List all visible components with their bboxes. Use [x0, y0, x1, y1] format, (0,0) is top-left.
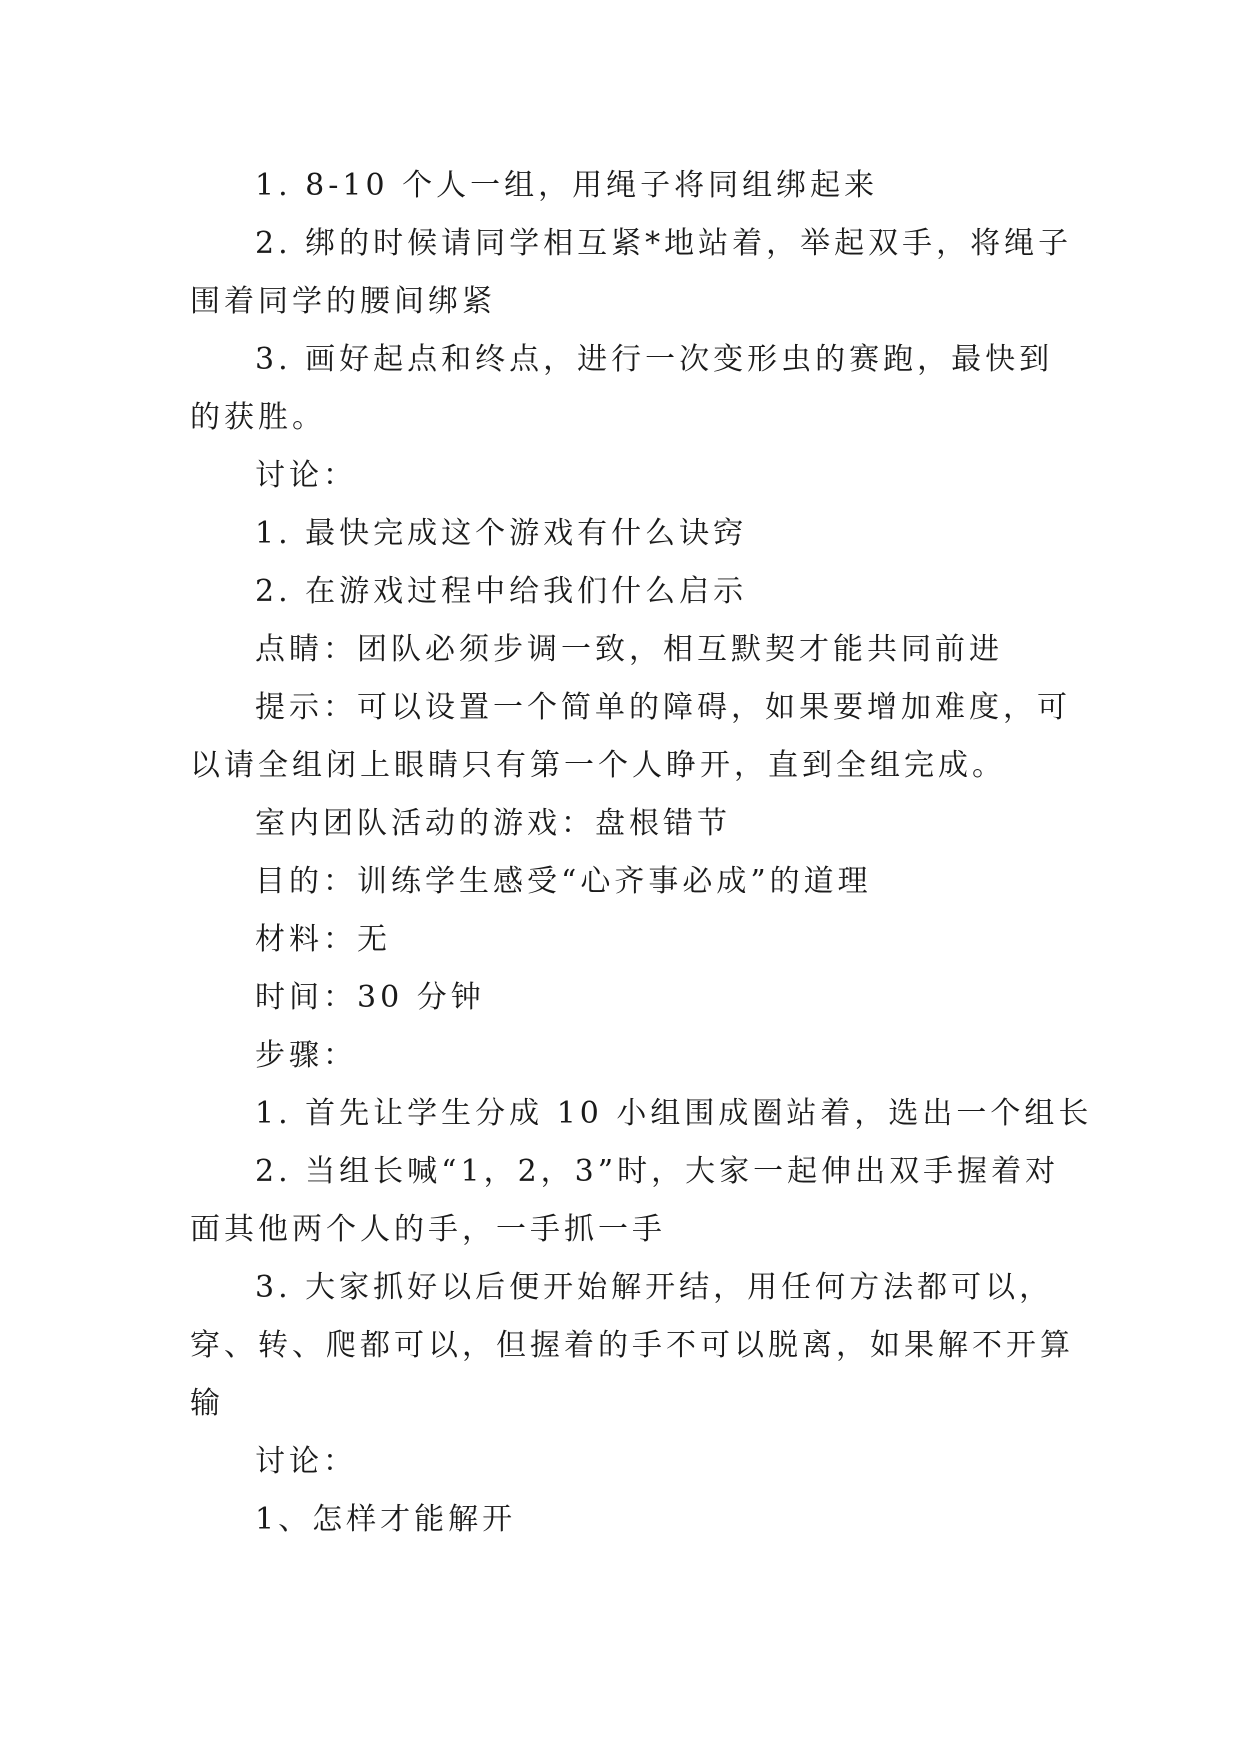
text-line: 输: [190, 1386, 224, 1421]
text-line: 材料：无: [255, 922, 391, 957]
text-line: 围着同学的腰间绑紧: [190, 284, 496, 319]
text-line: 1. 首先让学生分成 10 小组围成圈站着，选出一个组长: [255, 1096, 1093, 1131]
text-line: 以请全组闭上眼睛只有第一个人睁开，直到全组完成。: [190, 748, 1006, 783]
text-line: 的获胜。: [190, 400, 326, 435]
text-line: 2. 绑的时候请同学相互紧*地站着，举起双手，将绳子: [255, 226, 1073, 261]
text-line: 讨论：: [255, 1444, 357, 1479]
text-line: 穿、转、爬都可以，但握着的手不可以脱离，如果解不开算: [190, 1328, 1074, 1363]
text-line: 提示：可以设置一个简单的障碍，如果要增加难度，可: [255, 690, 1071, 725]
text-line: 1. 8-10 个人一组，用绳子将同组绑起来: [255, 168, 879, 203]
text-line: 2. 当组长喊“1，2，3”时，大家一起伸出双手握着对: [255, 1154, 1060, 1189]
text-line: 目的：训练学生感受“心齐事必成”的道理: [255, 864, 872, 899]
text-line: 时间：30 分钟: [255, 980, 485, 1015]
text-line: 3. 画好起点和终点，进行一次变形虫的赛跑，最快到: [255, 342, 1054, 377]
text-line: 点睛：团队必须步调一致，相互默契才能共同前进: [255, 632, 1003, 667]
text-line: 1. 最快完成这个游戏有什么诀窍: [255, 516, 748, 551]
text-line: 讨论：: [255, 458, 357, 493]
text-line: 3. 大家抓好以后便开始解开结，用任何方法都可以，: [255, 1270, 1054, 1305]
text-line: 步骤：: [255, 1038, 357, 1073]
text-line: 1、怎样才能解开: [255, 1502, 517, 1537]
text-line: 面其他两个人的手，一手抓一手: [190, 1212, 666, 1247]
text-line: 2. 在游戏过程中给我们什么启示: [255, 574, 748, 609]
text-line: 室内团队活动的游戏：盘根错节: [255, 806, 731, 841]
